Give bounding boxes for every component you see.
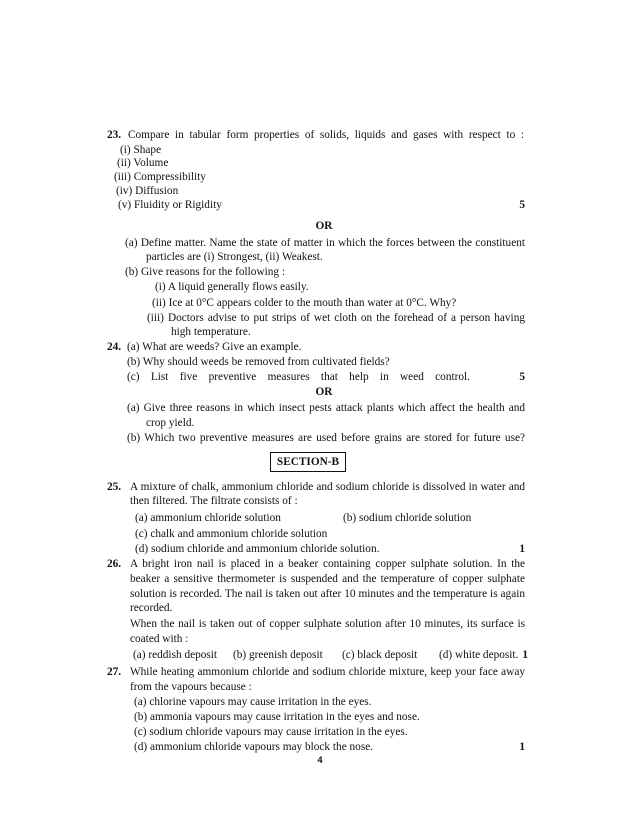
question-number-26: 26.: [107, 558, 122, 570]
q23-stem: Compare in tabular form properties of solids, liquids and gases with respect to :: [128, 129, 524, 141]
question-number-23: 23.: [107, 129, 122, 141]
q23-alt-b-i: (i) A liquid generally flows easily.: [155, 281, 309, 293]
q26-stem-line3: solution is recorded. The nail is taken out after 10 minutes and the temperature is again: [130, 588, 525, 600]
q26-marks: 1: [522, 649, 528, 661]
q25-stem-line1: A mixture of chalk, ammonium chloride and sodium chloride is dissolved in water and: [130, 481, 525, 493]
section-b-heading: SECTION-B: [270, 452, 346, 472]
q23-item-shape: (i) Shape: [120, 144, 162, 156]
q26-stem-line4: recorded.: [130, 602, 173, 614]
question-number-25: 25.: [107, 481, 122, 493]
q26-option-b: (b) greenish deposit: [233, 649, 323, 661]
q26-stem-line2: beaker a sensitive thermometer is suspended and the temperature of copper sulphate: [130, 573, 525, 585]
q23-alt-a-line2: particles are (i) Strongest, (ii) Weakest.: [146, 251, 323, 263]
q23-or: OR: [315, 220, 333, 232]
q24-alt-a-line2: crop yield.: [146, 417, 195, 429]
q27-option-a: (a) chlorine vapours may cause irritation in the eyes.: [134, 696, 372, 708]
q25-option-b: (b) sodium chloride solution: [343, 512, 472, 524]
q24-a: (a) What are weeds? Give an example.: [127, 341, 302, 353]
q27-option-c: (c) sodium chloride vapours may cause irritation in the eyes.: [134, 726, 408, 738]
q26-stem-line6: coated with :: [130, 633, 189, 645]
q23-alt-b-ii: (ii) Ice at 0°C appears colder to the mouth than water at 0°C. Why?: [152, 297, 457, 309]
q25-marks: 1: [519, 543, 525, 555]
q27-marks: 1: [519, 741, 525, 753]
q23-item-fluidity: (v) Fluidity or Rigidity: [118, 199, 222, 211]
q27-option-d: (d) ammonium chloride vapours may block the nose.: [134, 741, 374, 753]
q24-b: (b) Why should weeds be removed from cultivated fields?: [127, 356, 390, 368]
q24-marks: 5: [519, 371, 525, 383]
q27-stem-line2: from the vapours because :: [130, 681, 252, 693]
q23-marks: 5: [519, 199, 525, 211]
q25-option-a: (a) ammonium chloride solution: [135, 512, 281, 524]
q24-alt-a-line1: (a) Give three reasons in which insect pests attack plants which affect the health and: [127, 402, 525, 414]
q23-alt-b-iii-line1: (iii) Doctors advise to put strips of wet cloth on the forehead of a person having: [147, 312, 525, 324]
q27-stem-line1: While heating ammonium chloride and sodium chloride mixture, keep your face away: [130, 666, 525, 678]
q23-item-volume: (ii) Volume: [117, 157, 169, 169]
q24-alt-b: (b) Which two preventive measures are used before grains are stored for future use?: [127, 432, 525, 444]
q27-option-b: (b) ammonia vapours may cause irritation in the eyes and nose.: [134, 711, 420, 723]
question-number-27: 27.: [107, 666, 122, 678]
q25-option-d: (d) sodium chloride and ammonium chloride solution.: [135, 543, 380, 555]
q23-alt-b: (b) Give reasons for the following :: [125, 266, 285, 278]
q25-stem-line2: then filtered. The filtrate consists of :: [130, 495, 298, 507]
q26-stem-line1: A bright iron nail is placed in a beaker containing copper sulphate solution. In the: [130, 558, 525, 570]
q24-or: OR: [315, 386, 333, 398]
q23-alt-a-line1: (a) Define matter. Name the state of matter in which the forces between the constituent: [125, 237, 525, 249]
page-number: 4: [317, 755, 323, 765]
q26-option-d: (d) white deposit.: [439, 649, 519, 661]
q25-option-c: (c) chalk and ammonium chloride solution: [135, 528, 328, 540]
question-number-24: 24.: [107, 341, 122, 353]
q26-option-a: (a) reddish deposit: [133, 649, 218, 661]
q26-option-c: (c) black deposit: [342, 649, 418, 661]
q24-c: (c) List five preventive measures that help in weed control.: [127, 371, 470, 383]
q23-alt-b-iii-line2: high temperature.: [171, 326, 251, 338]
q23-item-diffusion: (iv) Diffusion: [116, 185, 179, 197]
q26-stem-line5: When the nail is taken out of copper sulphate solution after 10 minutes, its surface is: [130, 618, 525, 630]
q23-item-compressibility: (iii) Compressibility: [114, 171, 206, 183]
